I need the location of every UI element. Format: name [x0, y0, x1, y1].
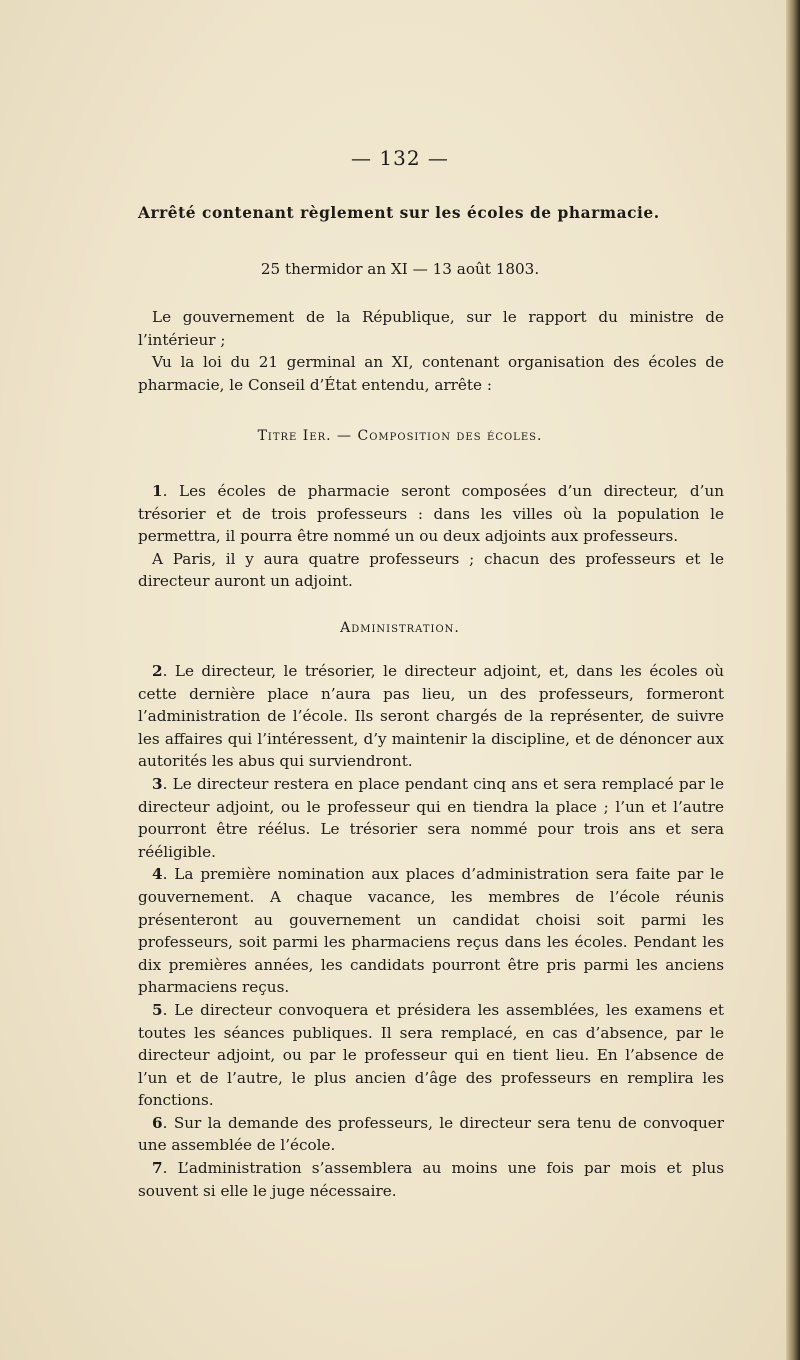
article-7: 7. L’administration s’assemblera au moins une fois par mois et plus souvent si elle le juge nécessaire.: [138, 1159, 725, 1200]
article-text: Le directeur, le trésorier, le directeur adjoint, et, dans les écoles où cette dernière place n’aura pas lieu, un des professeurs, formeront l’administration de l’école. Ils seront chargés de la représenter, de suivre les affaires qui l’intéressent, d’y maintenir la discipline, et de dénoncer aux autorités les abus qui surviendront.: [138, 662, 724, 771]
article-text: Le directeur restera en place pendant cinq ans et sera remplacé par le directeur adjoint, ou le professeur qui en tiendra la place ; l’un et l’autre pourront être réélus. Le trésorier sera nommé pour trois ans et sera rééligible.: [138, 774, 725, 861]
preamble-paragraph: Vu la loi du 21 germinal an XI, contenant organisation des écoles de pharmacie, le Conseil d’État entendu, arrête :: [138, 353, 724, 394]
article-1: 1. Les écoles de pharmacie seront composées d’un directeur, d’un trésorier et de trois professeurs : dans les villes où la population le permettra, il pourra être nommé un ou deux adjoints aux professeurs. A Paris, il y aura quatre professeurs ; chacun des professeurs et le directeur auront un adjoint.: [138, 480, 724, 593]
preamble-paragraph: Le gouvernement de la République, sur le rapport du ministre de l’intérieur ;: [138, 308, 724, 349]
articles-2-7: [138, 660, 724, 1202]
article-4: 4. La première nomination aux places d’administration sera faite par le gouvernement. A chaque vacance, les membres de l’école réunis présenteront au gouvernement un candidat choisi soit parmi les professeurs, soit parmi les pharmaciens reçus dans les écoles. Pendant les dix premières années, les candidats pourront être pris parmi les anciens pharmaciens reçus.: [138, 865, 724, 997]
article-3: 3. Le directeur restera en place pendant cinq ans et sera remplacé par le directeur adjoint, ou le professeur qui en tiendra la place ; l’un et l’autre pourront être réélus. Le trésorier sera nommé pour trois ans et sera rééligible.: [138, 774, 725, 861]
document-date: 25 thermidor an XI — 13 août 1803.: [260, 260, 540, 278]
preamble: [138, 306, 724, 396]
article-text: La première nomination aux places d’administration sera faite par le gouvernement. A chaque vacance, les membres de l’école réunis présenteront au gouvernement un candidat choisi soit parmi les professeurs, soit parmi les pharmaciens reçus dans les écoles. Pendant les dix premières années, les candidats pourront être pris parmi les anciens pharmaciens reçus.: [138, 865, 724, 997]
article-number: 4: [152, 865, 163, 884]
article-text: Sur la demande des professeurs, le directeur sera tenu de convoquer une assemblée de l’école.: [138, 1113, 724, 1155]
article-number: 2: [152, 662, 163, 680]
section-heading-composition: Titre Ier. — Composition des écoles.: [257, 428, 543, 444]
article-2: 2. Le directeur, le trésorier, le directeur adjoint, et, dans les écoles où cette dernière place n’aura pas lieu, un des professeurs, formeront l’administration de l’école. Ils seront chargés de la représenter, de suivre les affaires qui l’intéressent, d’y maintenir la discipline, et de dénoncer aux autorités les abus qui surviendront.: [138, 662, 724, 771]
section-heading-administration: Administration.: [340, 620, 460, 636]
page-edge-shadow: [786, 0, 800, 1360]
page-number: — 132 —: [351, 146, 449, 170]
article-6: 6. Sur la demande des professeurs, le directeur sera tenu de convoquer une assemblée de l’école.: [138, 1113, 724, 1155]
article-text: A Paris, il y aura quatre professeurs ; chacun des professeurs et le directeur auront un adjoint.: [138, 549, 724, 591]
article-text: Le directeur convoquera et présidera les assemblées, les examens et toutes les séances publiques. Il sera remplacé, en cas d’absence, par le directeur adjoint, ou par le professeur qui en tient lieu. En l’absence de l’un et de l’autre, le plus ancien d’âge des professeurs en remplira les fonctions.: [138, 1000, 725, 1110]
article-5: 5. Le directeur convoquera et présidera les assemblées, les examens et toutes les séances publiques. Il sera remplacé, en cas d’absence, par le directeur adjoint, ou par le professeur qui en tient lieu. En l’absence de l’un et de l’autre, le plus ancien d’âge des professeurs en remplira les fonctions.: [138, 1000, 725, 1110]
article-number: 5: [152, 1000, 163, 1019]
article-number: 1: [152, 482, 163, 500]
article-text: L’administration s’assemblera au moins une fois par mois et plus souvent si elle le juge nécessaire.: [138, 1159, 725, 1200]
article-number: 6: [152, 1113, 163, 1132]
article-number: 7: [152, 1159, 163, 1178]
document-title: Arrêté contenant règlement sur les écoles de pharmacie.: [138, 204, 660, 222]
article-number: 3: [152, 774, 163, 793]
article-text: Les écoles de pharmacie seront composées d’un directeur, d’un trésorier et de trois professeurs : dans les villes où la population le permettra, il pourra être nommé un ou deux adjoints aux professeurs.: [138, 482, 725, 546]
